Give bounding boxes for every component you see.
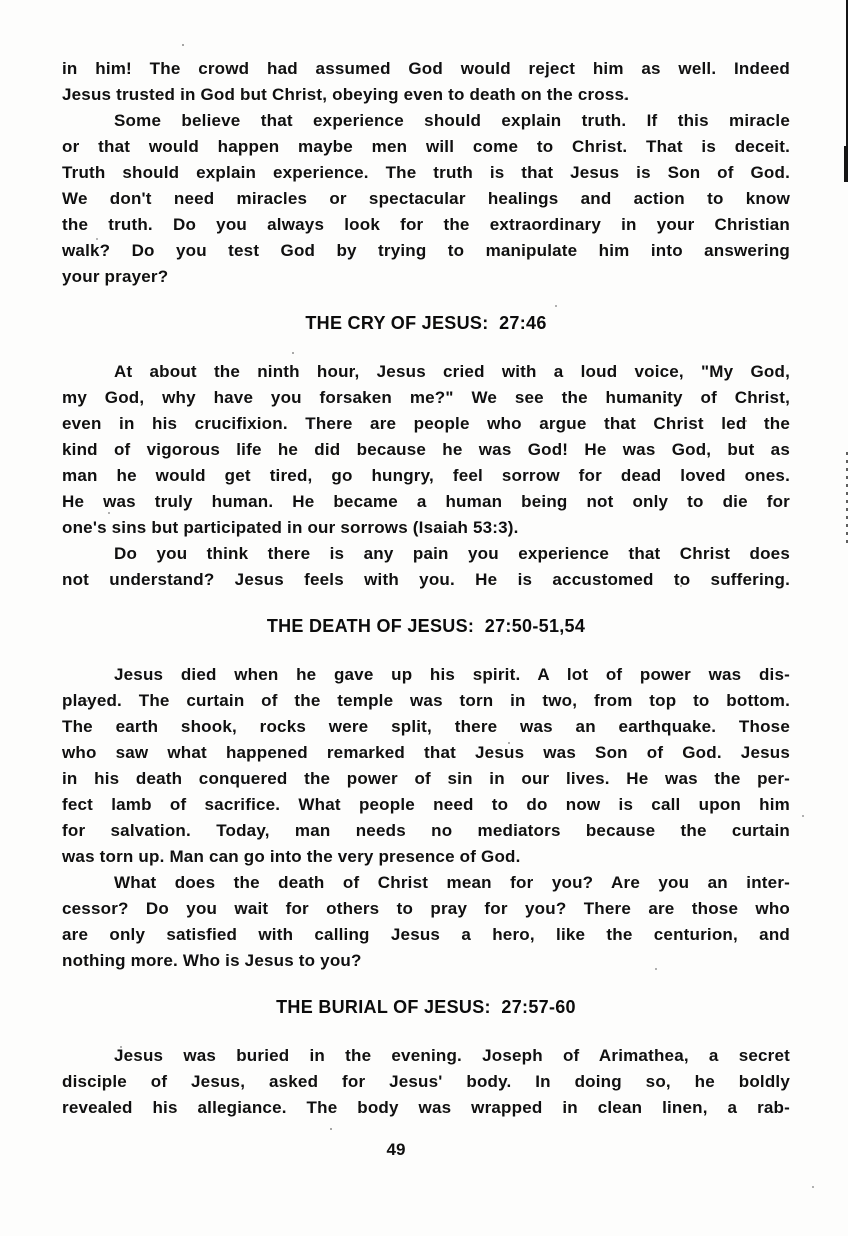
text-line: fect lamb of sacrifice. What people need to do now is call upon him: [62, 795, 790, 814]
heading-death-of-jesus: THE DEATH OF JESUS: 27:50-51,54: [266, 616, 586, 636]
text-line: Do you think there is any pain you experience that Christ does: [114, 544, 790, 563]
text-line: your prayer?: [62, 267, 169, 286]
text-line: my God, why have you forsaken me?" We see the humanity of Christ,: [62, 388, 790, 407]
paragraph-death-meaning: [62, 870, 790, 974]
text-line: Some believe that experience should explain truth. If this miracle: [114, 111, 790, 130]
text-line: He was truly human. He became a human being not only to die for: [62, 492, 790, 511]
text-line: The earth shook, rocks were split, there was an earthquake. Those: [62, 717, 790, 736]
heading-burial-of-jesus: THE BURIAL OF JESUS: 27:57-60: [276, 997, 576, 1017]
text-line: What does the death of Christ mean for you? Are you an inter-: [114, 873, 790, 892]
text-line: At about the ninth hour, Jesus cried with a loud voice, "My God,: [114, 362, 790, 381]
text-line: kind of vigorous life he did because he was God! He was God, but as: [62, 440, 790, 459]
text-line: revealed his allegiance. The body was wrapped in clean linen, a rab-: [62, 1098, 790, 1117]
text-line: cessor? Do you wait for others to pray for you? There are those who: [62, 899, 790, 918]
text-line: disciple of Jesus, asked for Jesus' body. In doing so, he boldly: [62, 1072, 790, 1091]
heading-cry-of-jesus: THE CRY OF JESUS: 27:46: [305, 313, 547, 333]
text-line: in his death conquered the power of sin in our lives. He was the per-: [62, 769, 790, 788]
text-line: not understand? Jesus feels with you. He is accustomed to suffering.: [62, 570, 790, 589]
scan-edge-artifact-nub: [844, 146, 848, 182]
text-line: Jesus was buried in the evening. Joseph of Arimathea, a secret: [114, 1046, 790, 1065]
paragraph-burial: [62, 1043, 790, 1121]
paragraph-jesus-died: [62, 662, 790, 870]
text-line: walk? Do you test God by trying to manipulate him into answering: [62, 241, 790, 260]
text-line: or that would happen maybe men will come to Christ. That is deceit.: [62, 137, 790, 156]
paragraph-pain-understood: [62, 541, 790, 593]
text-line: nothing more. Who is Jesus to you?: [62, 951, 362, 970]
text-line: the truth. Do you always look for the extraordinary in your Christian: [62, 215, 790, 234]
text-line: even in his crucifixion. There are people who argue that Christ led the: [62, 414, 790, 433]
text-line: for salvation. Today, man needs no mediators because the curtain: [62, 821, 790, 840]
text-line: Jesus trusted in God but Christ, obeying even to death on the cross.: [62, 85, 630, 104]
text-line: Jesus died when he gave up his spirit. A lot of power was dis-: [114, 665, 790, 684]
text-line: We don't need miracles or spectacular healings and action to know: [62, 189, 790, 208]
paragraph-ninth-hour: [62, 359, 790, 541]
text-line: one's sins but participated in our sorrows (Isaiah 53:3).: [62, 518, 519, 537]
text-line: are only satisfied with calling Jesus a hero, like the centurion, and: [62, 925, 790, 944]
paragraph-intro-continued: [62, 56, 790, 108]
page-number: 49: [386, 1140, 406, 1159]
text-line: was torn up. Man can go into the very presence of God.: [62, 847, 521, 866]
text-line: in him! The crowd had assumed God would reject him as well. Indeed: [62, 59, 790, 78]
text-line: man he would get tired, go hungry, feel sorrow for dead loved ones.: [62, 466, 790, 485]
text-line: played. The curtain of the temple was torn in two, from top to bottom.: [62, 691, 790, 710]
text-line: who saw what happened remarked that Jesus was Son of God. Jesus: [62, 743, 790, 762]
text-line: Truth should explain experience. The truth is that Jesus is Son of God.: [62, 163, 790, 182]
paragraph-experience-truth: [62, 108, 790, 290]
